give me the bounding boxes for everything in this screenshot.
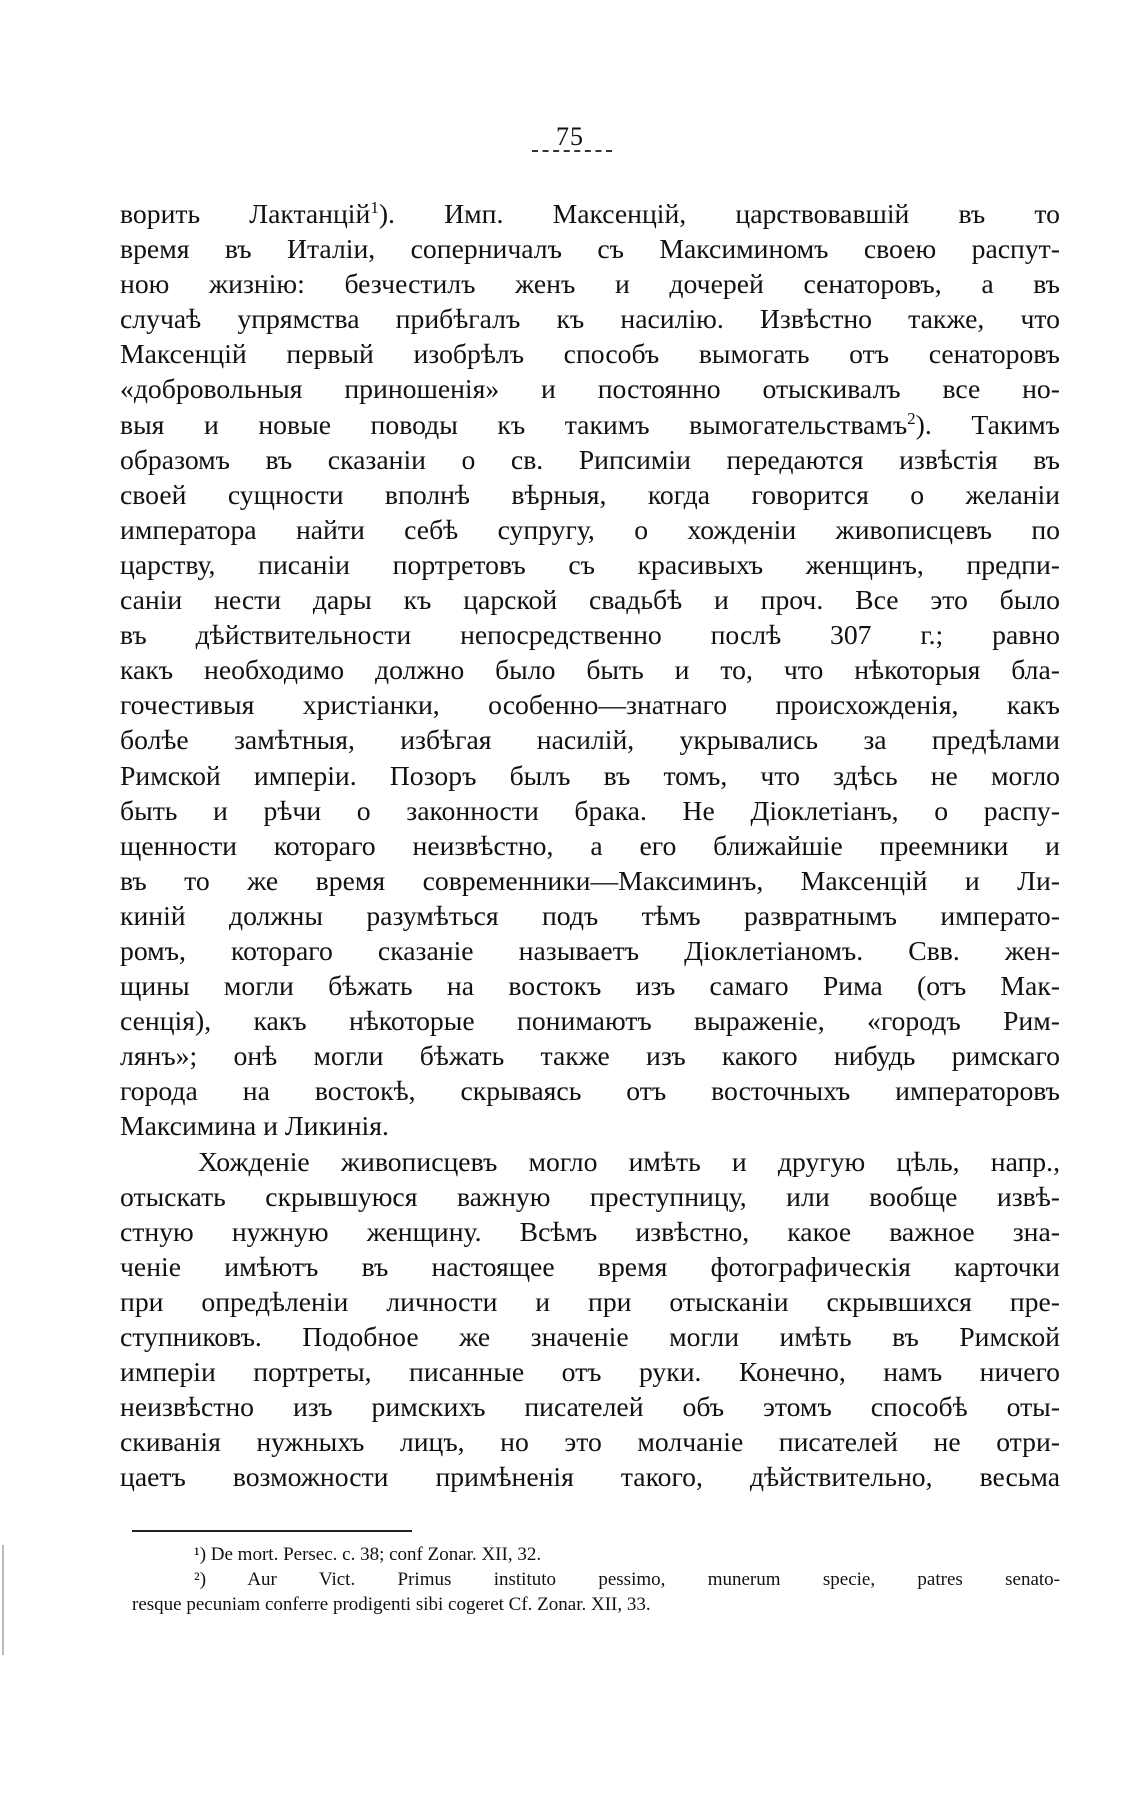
text-line: въ то же время современники—Максиминъ, Максенцій и Ли-: [120, 864, 1060, 896]
body-text: [120, 196, 1060, 1494]
text-line: быть и рѣчи о законности брака. Не Діоклетіанъ, о распу-: [120, 794, 1060, 826]
text-line: «добровольныя приношенія» и постоянно отыскивалъ все но-: [120, 373, 1060, 405]
text-line: Максенцій первый изобрѣлъ способъ вымогать отъ сенаторовъ: [120, 338, 1060, 370]
text-line: выя и новые поводы къ такимъ вымогательствамъ$^2$). Такимъ: [120, 408, 1060, 440]
text-line: сенція), какъ нѣкоторые понимаютъ выраженіе, «городъ Рим-: [120, 1005, 1060, 1037]
text-line: ною жизнію: безчестилъ женъ и дочерей сенаторовъ, а въ: [120, 268, 1060, 300]
footnote-marker: ¹): [194, 1544, 207, 1565]
footnote-marker: ²): [194, 1569, 207, 1590]
text-line: ворить Лактанцій$^1$). Имп. Максенцій, царствовавшій въ то: [120, 197, 1060, 229]
footnote: resque pecuniam conferre prodigenti sibi cogeret Cf. Zonar. XII, 33.: [132, 1594, 651, 1615]
text-line: царству, писаніи портретовъ съ красивыхъ женщинъ, предпи-: [120, 548, 1060, 580]
text-line: лянъ»; онѣ могли бѣжать также изъ какого нибудь римскаго: [120, 1040, 1060, 1072]
text-line: при опредѣленіи личности и при отысканіи скрывшихся пре-: [120, 1285, 1060, 1317]
text-line: скиванія нужныхъ лицъ, но это молчаніе писателей не отри-: [120, 1426, 1060, 1458]
text-line: своей сущности вполнѣ вѣрныя, когда говорится о желаніи: [120, 478, 1060, 510]
text-line: саніи нести дары къ царской свадьбѣ и проч. Все это было: [120, 584, 1060, 616]
footnotes: [132, 1542, 1060, 1617]
scan-edge-mark: [2, 1545, 4, 1655]
text-line: императора найти себѣ супругу, о хожденіи живописцевъ по: [120, 513, 1060, 545]
text-line: ступниковъ. Подобное же значеніе могли имѣть въ Римской: [120, 1321, 1060, 1352]
text-line: образомъ въ сказаніи о св. Рипсиміи передаются извѣстія въ: [120, 443, 1060, 475]
text-line: время въ Италіи, соперничалъ съ Максиминомъ своею распут-: [120, 233, 1060, 265]
text-line: болѣе замѣтныя, избѣгая насилій, укрывались за предѣлами: [120, 724, 1060, 756]
text-line: щины могли бѣжать на востокъ изъ самаго Рима (отъ Мак-: [120, 970, 1060, 1002]
text-line: въ дѣйствительности непосредственно послѣ 307 г.; равно: [120, 619, 1060, 651]
text-line: ромъ, котораго сказаніе называетъ Діоклетіаномъ. Свв. жен-: [120, 934, 1060, 966]
footnote-ref: 2: [907, 408, 916, 428]
text-line: случаѣ упрямства прибѣгалъ къ насилію. Извѣстно также, что: [120, 303, 1060, 335]
text-line: города на востокѣ, скрываясь отъ восточныхъ императоровъ: [120, 1075, 1060, 1107]
text-line: какъ необходимо должно было быть и то, что нѣкоторыя бла-: [120, 654, 1060, 686]
text-line: ченіе имѣютъ въ настоящее время фотографическія карточки: [120, 1250, 1060, 1282]
page-number-rule: [532, 150, 612, 152]
text-line: Хожденіе живописцевъ могло имѣть и другую цѣль, напр.,: [198, 1145, 1060, 1177]
text-line: щенности котораго неизвѣстно, а его ближайшіе преемники и: [120, 829, 1060, 861]
text-line: стную нужную женщину. Всѣмъ извѣстно, какое важное зна-: [120, 1215, 1060, 1247]
text-line: Римской имперіи. Позоръ былъ въ томъ, что здѣсь не могло: [120, 759, 1060, 791]
text-line: отыскать скрывшуюся важную преступницу, или вообще извѣ-: [120, 1180, 1060, 1212]
text-line: киній должны разумѣться подъ тѣмъ развратнымъ императо-: [120, 899, 1060, 931]
text-line: цаетъ возможности примѣненія такого, дѣйствительно, весьма: [120, 1461, 1060, 1493]
text-line: гочестивыя христіанки, особенно—знатнаго происхожденія, какъ: [120, 689, 1060, 721]
text-line: неизвѣстно изъ римскихъ писателей объ этомъ способѣ оты-: [120, 1391, 1060, 1423]
footnote-separator: [132, 1530, 412, 1532]
text-line: Максимина и Ликинія.: [120, 1110, 389, 1142]
footnote: ¹) De mort. Persec. c. 38; conf Zonar. XII, 32.: [194, 1544, 542, 1565]
text-line: имперіи портреты, писанные отъ руки. Конечно, намъ ничего: [120, 1356, 1060, 1388]
page-number: 75: [556, 122, 584, 151]
footnote-ref: 1: [370, 197, 379, 217]
footnote: ²) Aur Vict. Primus instituto pessimo, munerum specie, patres senato-: [194, 1569, 1060, 1590]
